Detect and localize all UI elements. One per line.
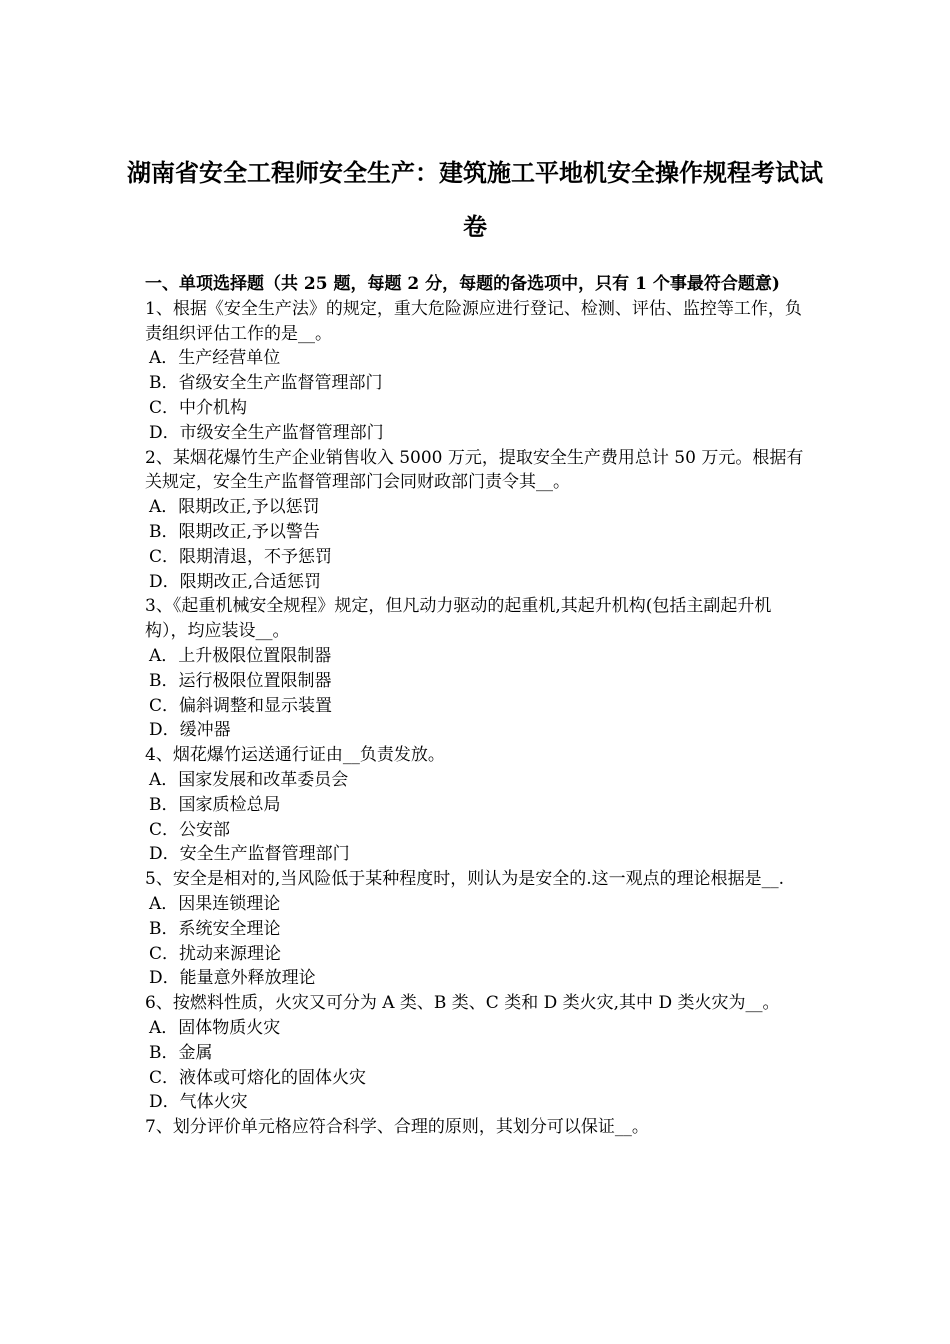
question-block [145, 594, 810, 743]
option-text: 限期清退，不予惩罚 [179, 546, 333, 567]
option-letter: B． [149, 1042, 179, 1063]
answer-option [145, 1041, 810, 1066]
option-text: 中介机构 [179, 397, 248, 418]
option-list [145, 495, 810, 594]
question-block [145, 867, 810, 991]
option-letter: C． [149, 546, 180, 567]
option-letter: C． [149, 819, 180, 840]
option-letter: A． [149, 348, 179, 369]
answer-option [145, 669, 810, 694]
option-list [145, 768, 810, 867]
answer-option [145, 1016, 810, 1041]
answer-option [145, 371, 810, 396]
document-title: 湖南省安全工程师安全生产：建筑施工平地机安全操作规程考试试卷 [127, 158, 823, 241]
option-text: 上升极限位置限制器 [178, 645, 332, 666]
question-text: 3、《起重机械安全规程》规定，但凡动力驱动的起重机,其起升机构(包括主副起升机构），均应装设__。 [145, 596, 772, 642]
answer-option [145, 396, 810, 421]
answer-option [145, 718, 810, 743]
option-letter: A． [149, 645, 179, 666]
option-letter: D． [149, 844, 180, 865]
option-letter: B． [149, 794, 179, 815]
question-text: 1、根据《安全生产法》的规定，重大危险源应进行登记、检测、评估、监控等工作，负责组织评估工作的是__。 [145, 298, 802, 344]
document-body [145, 272, 810, 1140]
option-text: 公安部 [179, 819, 231, 840]
answer-option [145, 842, 810, 867]
option-letter: B． [149, 521, 179, 542]
question-block [145, 1115, 810, 1140]
option-list [145, 346, 810, 445]
question-block [145, 297, 810, 446]
option-letter: C． [149, 943, 180, 964]
answer-option [145, 570, 810, 595]
option-text: 液体或可熔化的固体火灾 [179, 1067, 367, 1088]
answer-option [145, 942, 810, 967]
question-block [145, 743, 810, 867]
question-block [145, 446, 810, 595]
option-letter: C． [149, 397, 180, 418]
option-text: 系统安全理论 [178, 918, 281, 939]
option-letter: A． [149, 1017, 179, 1038]
option-text: 金属 [178, 1042, 213, 1063]
option-list [145, 644, 810, 743]
answer-option [145, 346, 810, 371]
option-letter: B． [149, 670, 179, 691]
option-text: 缓冲器 [179, 720, 231, 741]
answer-option [145, 545, 810, 570]
option-text: 省级安全生产监督管理部门 [178, 373, 383, 394]
option-letter: A． [149, 497, 179, 518]
question-list [145, 297, 810, 1140]
answer-option [145, 520, 810, 545]
option-text: 国家质检总局 [178, 794, 281, 815]
question-text: 7、划分评价单元格应符合科学、合理的原则，其划分可以保证__。 [145, 1117, 649, 1138]
option-text: 固体物质火灾 [178, 1017, 281, 1038]
option-letter: B． [149, 373, 179, 394]
option-text: 生产经营单位 [178, 348, 281, 369]
question-text: 2、某烟花爆竹生产企业销售收入 5000 万元，提取安全生产费用总计 50 万元。根据有关规定，安全生产监督管理部门会同财政部门责令其__。 [145, 447, 804, 493]
option-text: 运行极限位置限制器 [178, 670, 332, 691]
option-text: 限期改正,予以警告 [178, 521, 320, 542]
answer-option [145, 495, 810, 520]
answer-option [145, 1066, 810, 1091]
option-letter: D． [149, 968, 180, 989]
answer-option [145, 793, 810, 818]
section-heading: 一、单项选择题（共 25 题，每题 2 分，每题的备选项中，只有 1 个事最符合题意) [145, 274, 780, 294]
question-block [145, 991, 810, 1115]
question-text: 5、安全是相对的,当风险低于某种程度时，则认为是安全的.这一观点的理论根据是__. [145, 869, 785, 890]
answer-option [145, 644, 810, 669]
answer-option [145, 768, 810, 793]
option-text: 气体火灾 [179, 1092, 248, 1113]
option-text: 国家发展和改革委员会 [178, 769, 349, 790]
option-text: 偏斜调整和显示装置 [179, 695, 333, 716]
option-letter: A． [149, 769, 179, 790]
option-list [145, 1016, 810, 1115]
option-text: 能量意外释放理论 [179, 968, 316, 989]
option-text: 安全生产监督管理部门 [179, 844, 350, 865]
answer-option [145, 694, 810, 719]
answer-option [145, 1090, 810, 1115]
answer-option [145, 818, 810, 843]
option-letter: A． [149, 893, 179, 914]
question-text: 6、按燃料性质，火灾又可分为 A 类、B 类、C 类和 D 类火灾,其中 D 类火灾为__。 [145, 993, 780, 1014]
option-letter: D． [149, 1092, 180, 1113]
answer-option [145, 917, 810, 942]
option-letter: D． [149, 571, 180, 592]
option-text: 因果连锁理论 [178, 893, 281, 914]
answer-option [145, 966, 810, 991]
option-letter: C． [149, 1067, 180, 1088]
option-letter: D． [149, 422, 180, 443]
question-text: 4、烟花爆竹运送通行证由__负责发放。 [145, 745, 445, 766]
option-letter: B． [149, 918, 179, 939]
answer-option [145, 892, 810, 917]
option-text: 市级安全生产监督管理部门 [179, 422, 384, 443]
option-letter: C． [149, 695, 180, 716]
option-text: 限期改正,予以惩罚 [178, 497, 320, 518]
option-letter: D． [149, 720, 180, 741]
option-list [145, 892, 810, 991]
answer-option [145, 421, 810, 446]
option-text: 限期改正,合适惩罚 [179, 571, 322, 592]
option-text: 扰动来源理论 [179, 943, 282, 964]
